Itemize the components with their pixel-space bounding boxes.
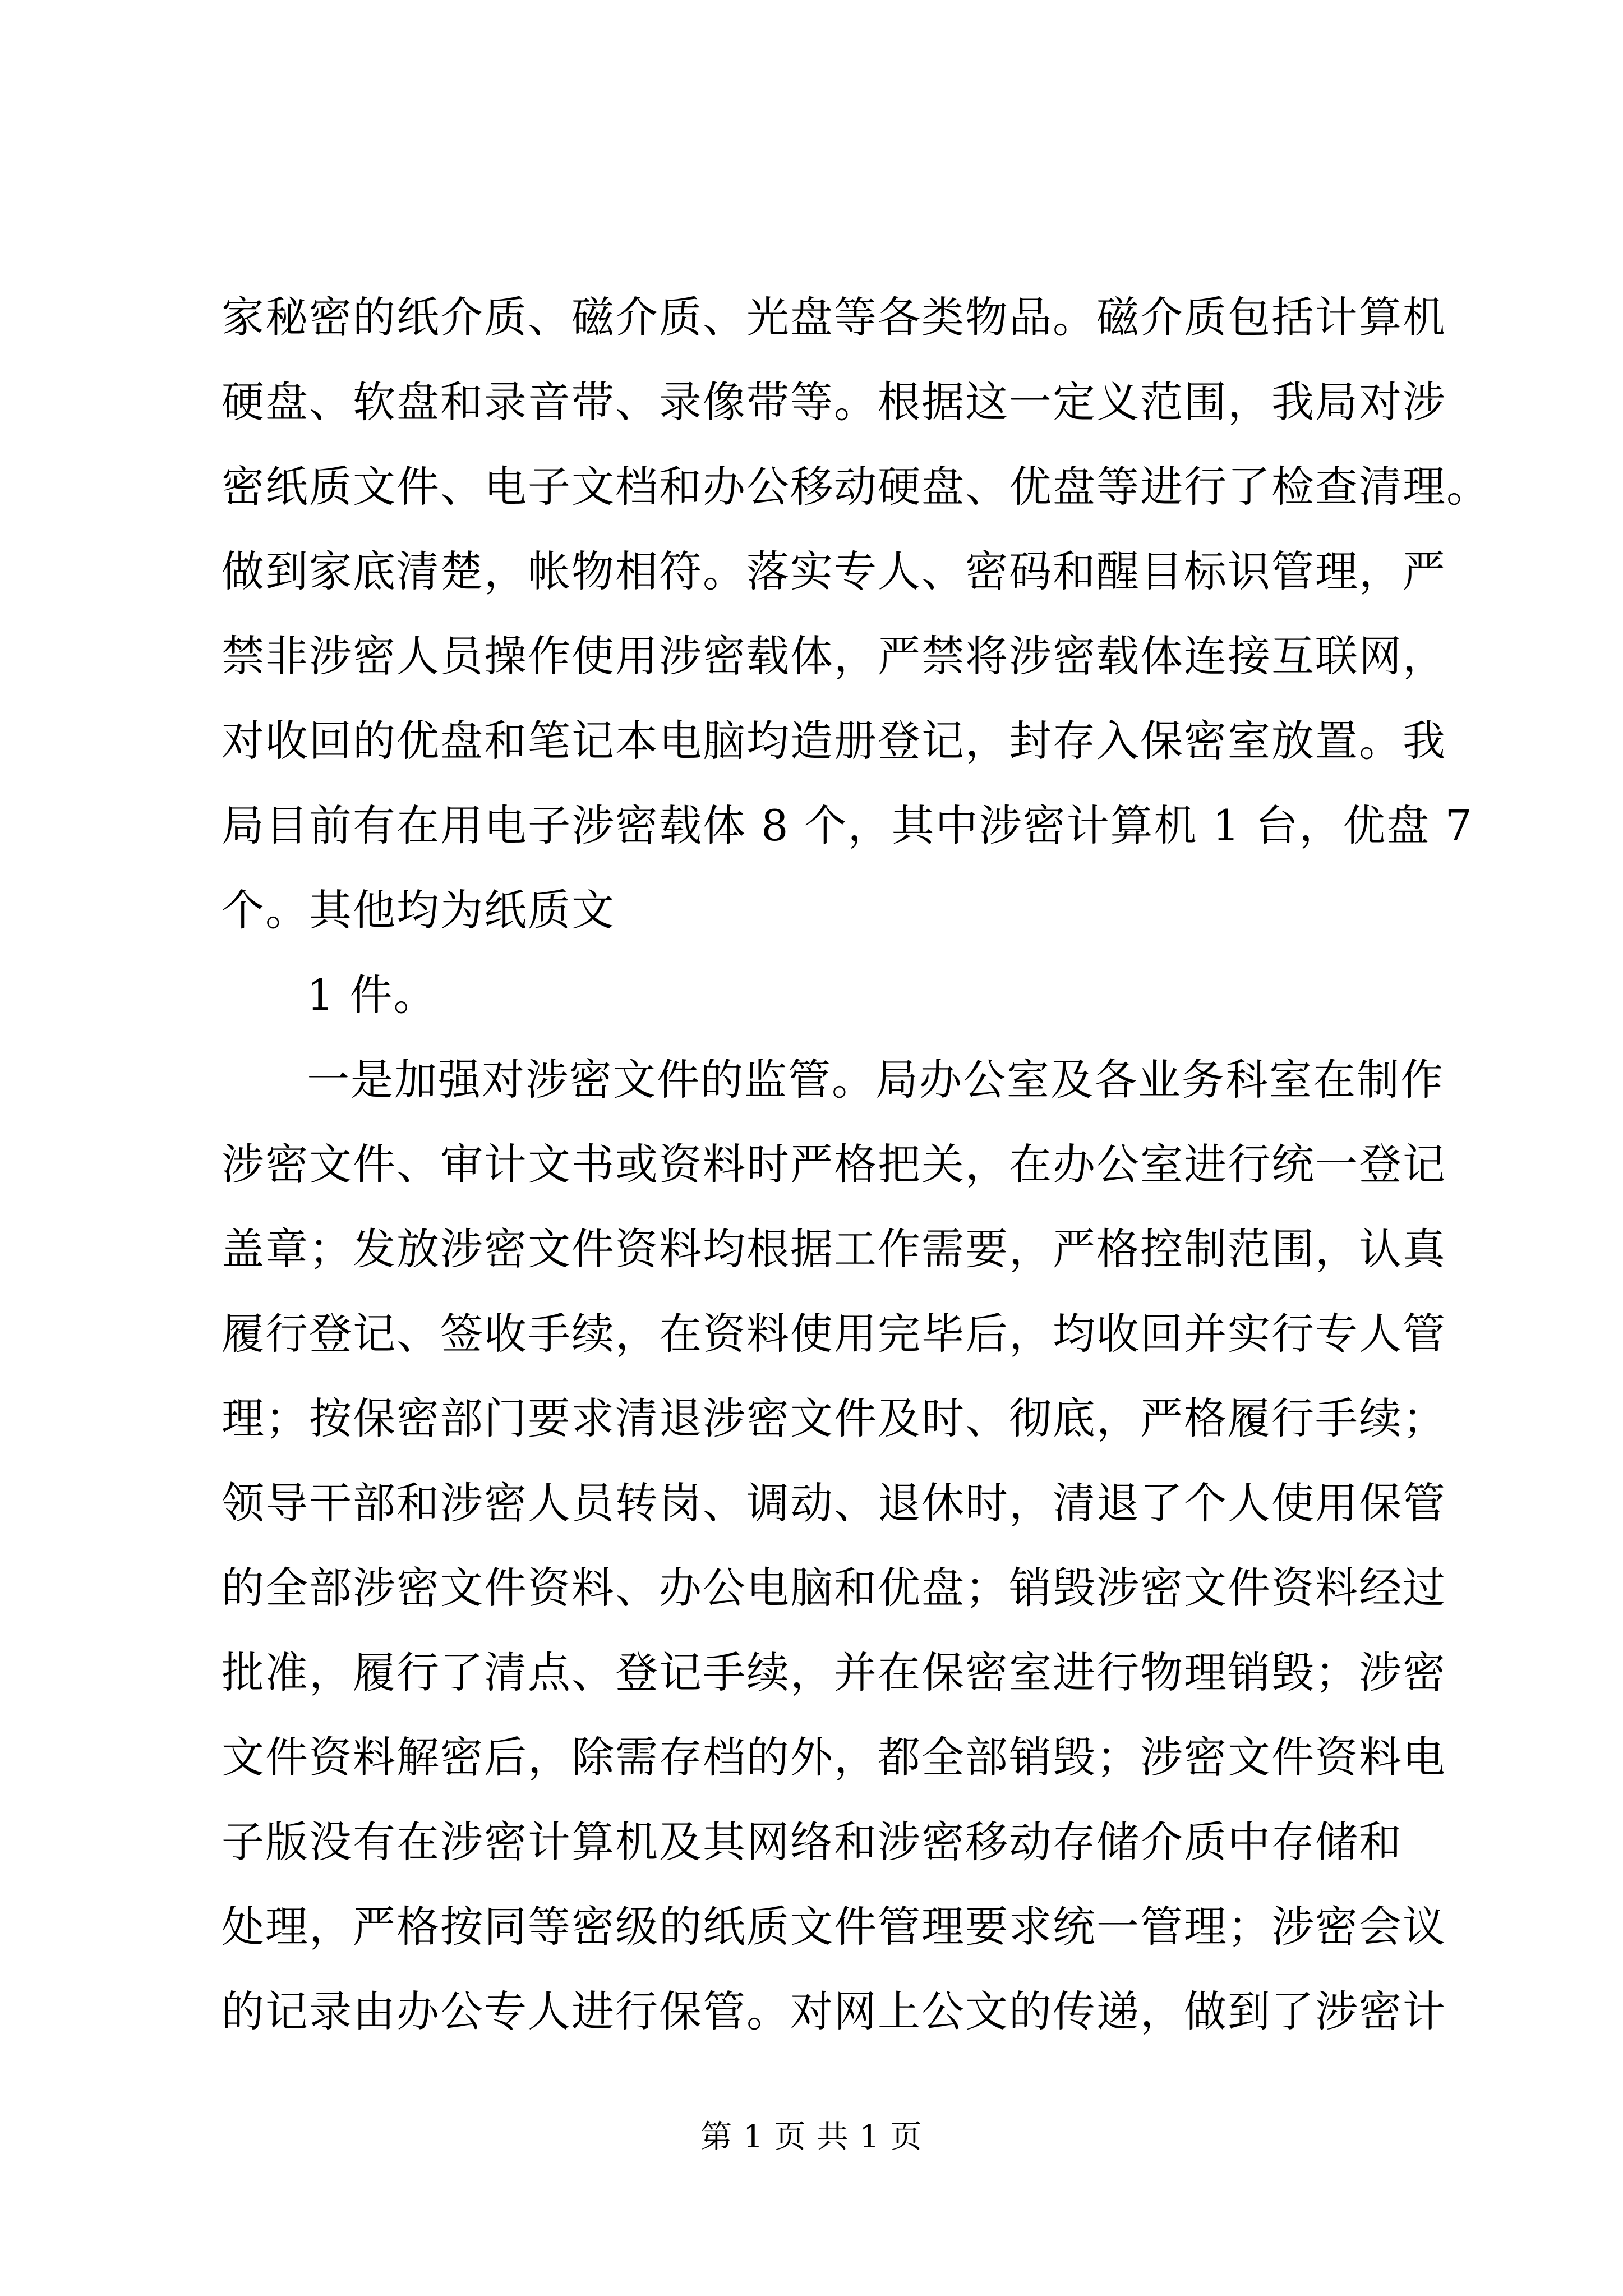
text-line: 1 件。 [307,970,437,1020]
text-line: 对收回的优盘和笔记本电脑均造册登记，封存入保密室放置。我 [222,716,1446,766]
text-line: 硬盘、软盘和录音带、录像带等。根据这一定义范围，我局对涉 [222,377,1446,427]
text-line: 做到家底清楚，帐物相符。落实专人、密码和醒目标识管理，严 [222,546,1446,596]
text-line: 文件资料解密后，除需存档的外，都全部销毁；涉密文件资料电 [222,1732,1446,1782]
text-line: 盖章；发放涉密文件资料均根据工作需要，严格控制范围，认真 [222,1224,1446,1274]
text-line: 子版没有在涉密计算机及其网络和涉密移动存储介质中存储和 [222,1817,1403,1867]
document-body [222,275,1490,2054]
text-line: 批准，履行了清点、登记手续，并在保密室进行物理销毁；涉密 [222,1648,1446,1697]
text-line: 的全部涉密文件资料、办公电脑和优盘；销毁涉密文件资料经过 [222,1563,1446,1613]
text-line: 密纸质文件、电子文档和办公移动硬盘、优盘等进行了检查清理。 [222,462,1490,512]
text-line: 的记录由办公专人进行保管。对网上公文的传递，做到了涉密计 [222,1986,1446,2036]
text-line: 处理，严格按同等密级的纸质文件管理要求统一管理；涉密会议 [222,1902,1446,1952]
text-line: 个。其他均为纸质文 [222,885,615,935]
text-line: 领导干部和涉密人员转岗、调动、退休时，清退了个人使用保管 [222,1478,1446,1528]
text-line: 禁非涉密人员操作使用涉密载体，严禁将涉密载体连接互联网， [222,631,1446,681]
text-line: 局目前有在用电子涉密载体 8 个，其中涉密计算机 1 台，优盘 7 [222,800,1473,850]
text-line: 家秘密的纸介质、磁介质、光盘等各类物品。磁介质包括计算机 [222,292,1446,342]
page-footer: 第 1 页 共 1 页 [700,2119,923,2155]
text-line: 履行登记、签收手续，在资料使用完毕后，均收回并实行专人管 [222,1309,1446,1359]
paragraph-first-line: 一是加强对涉密文件的监管。局办公室及各业务科室在制作 [307,1055,1444,1105]
text-line: 理；按保密部门要求清退涉密文件及时、彻底，严格履行手续； [222,1393,1446,1443]
text-line: 涉密文件、审计文书或资料时严格把关，在办公室进行统一登记 [222,1139,1446,1189]
